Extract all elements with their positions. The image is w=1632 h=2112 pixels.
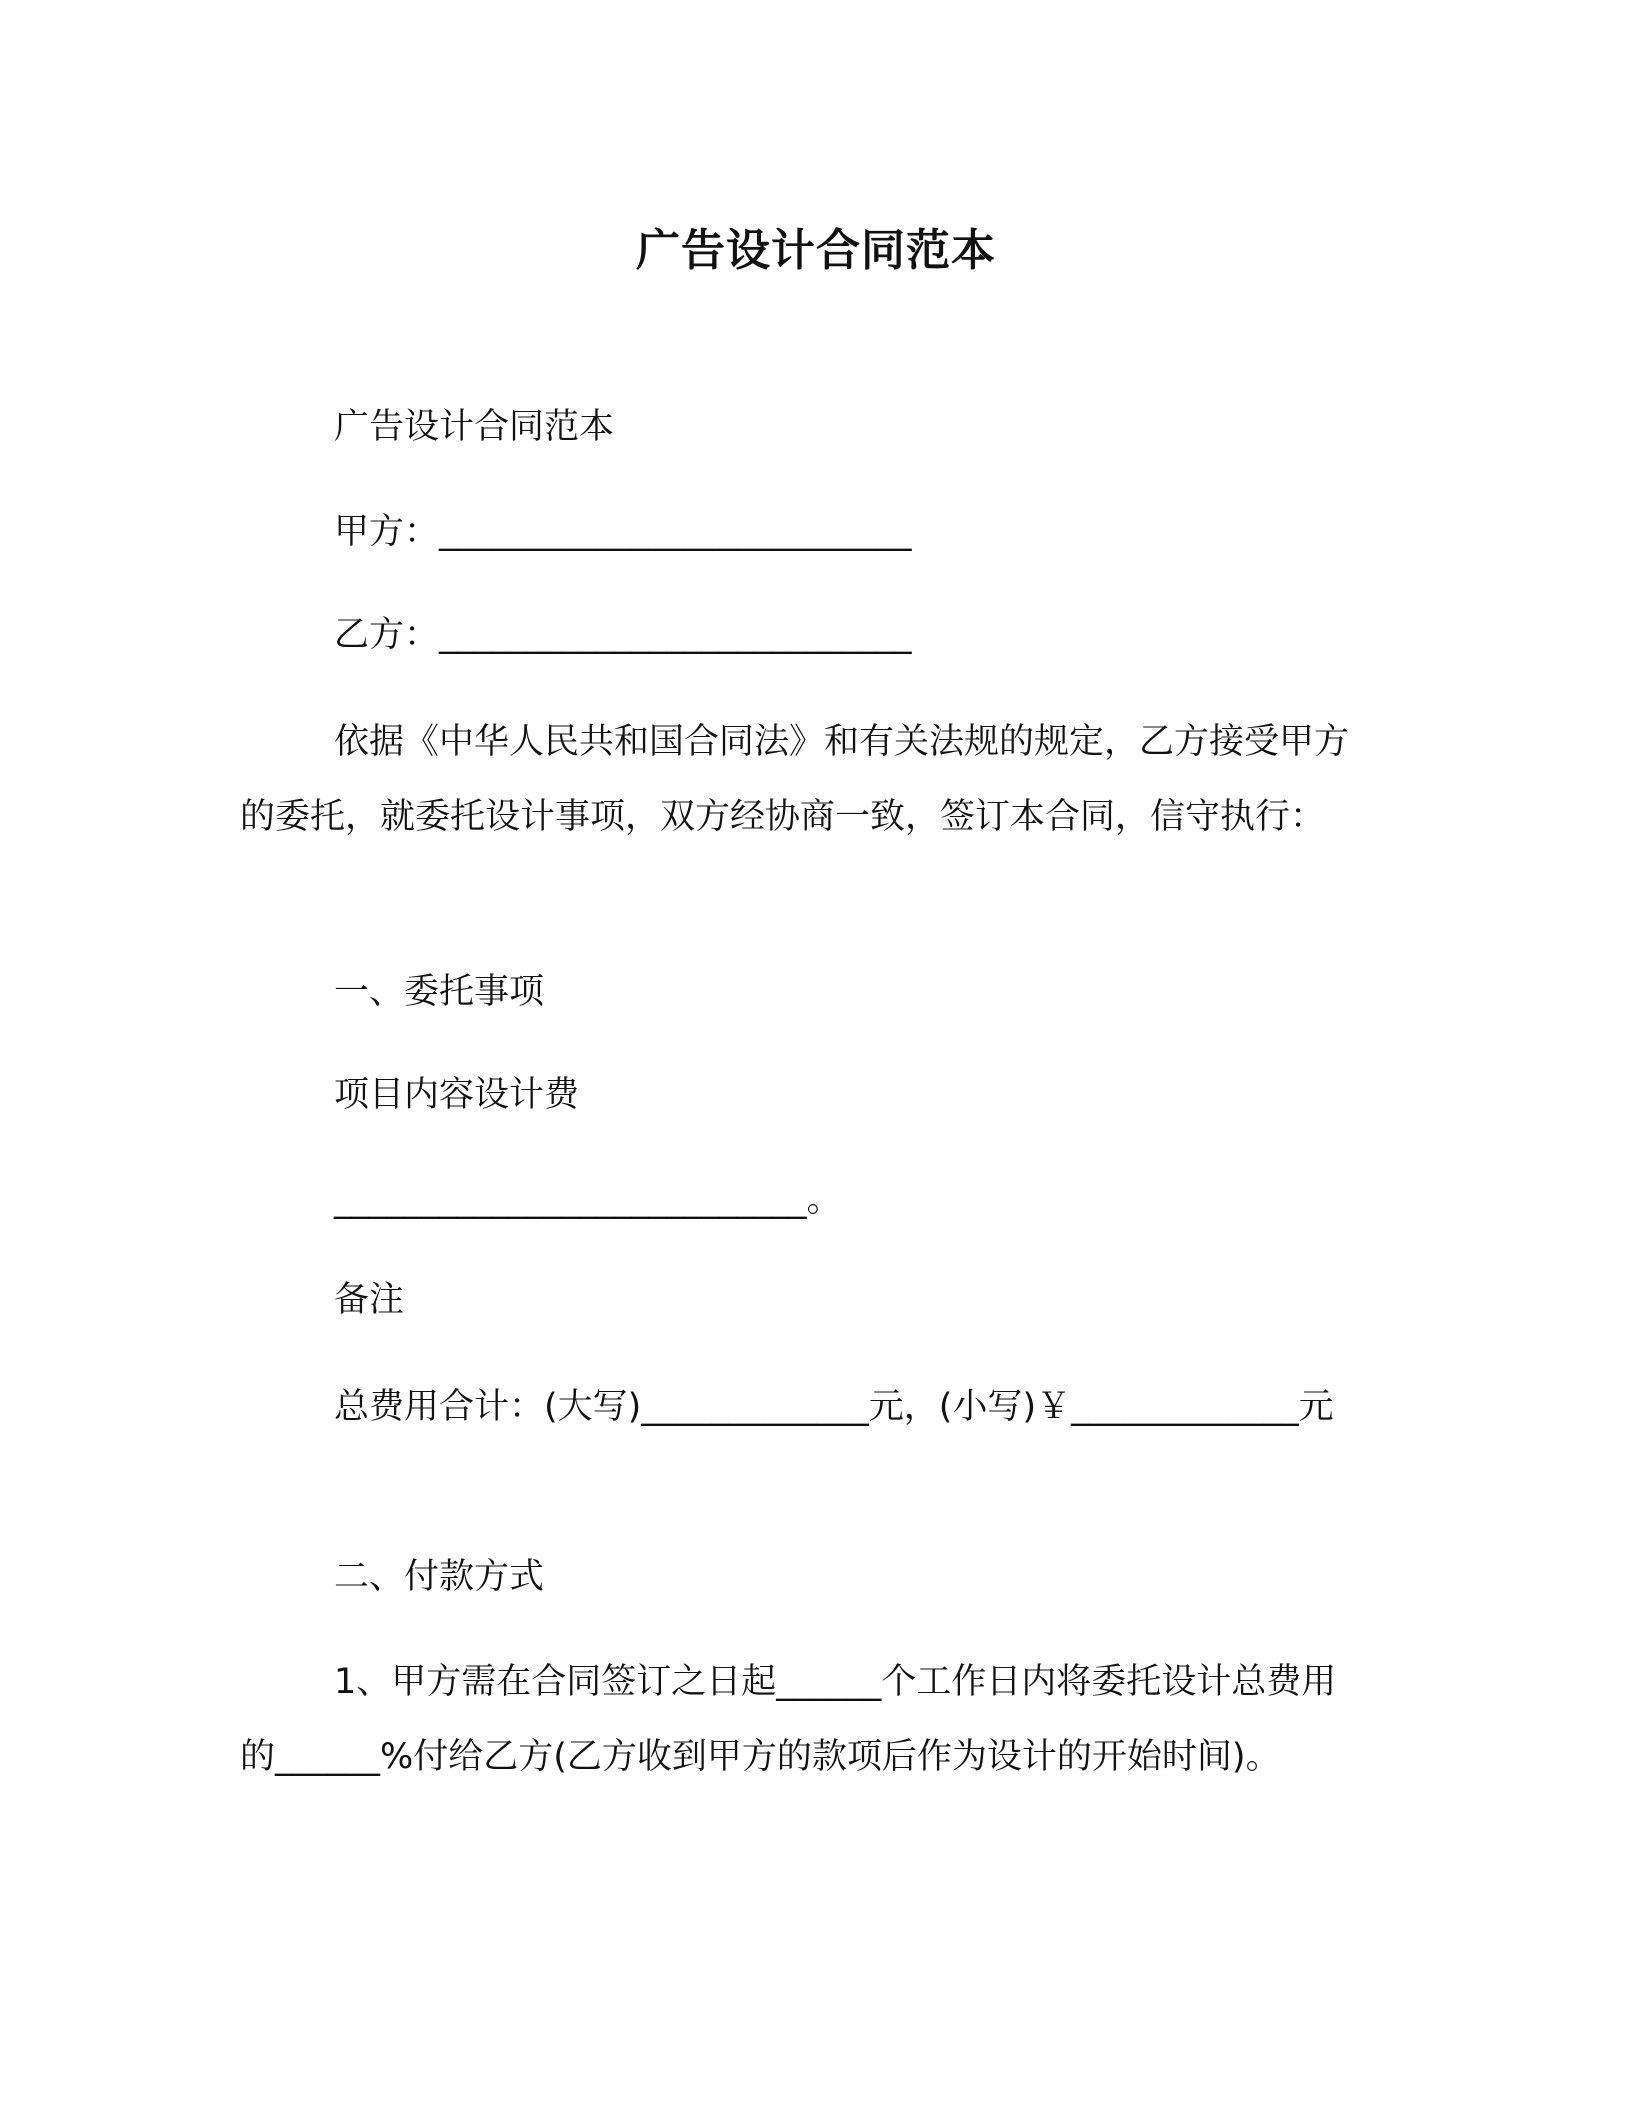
total-fee-paragraph: 总费用合计：(大写)_____________元，(小写)￥_____________元 bbox=[334, 1387, 1334, 1427]
document-subtitle: 广告设计合同范本 bbox=[334, 407, 615, 447]
party-b-line: 乙方：___________________________ bbox=[334, 615, 912, 655]
section-heading-commission: 一、委托事项 bbox=[334, 972, 545, 1012]
preamble-paragraph: 依据《中华人民共和国合同法》和有关法规的规定，乙方接受甲方的委托，就委托设计事项，双方经协商一致，签订本合同，信守执行： bbox=[240, 722, 1350, 837]
blank-fill-line: ___________________________。 bbox=[334, 1180, 842, 1220]
section-heading-payment: 二、付款方式 bbox=[334, 1557, 545, 1597]
project-content-line: 项目内容设计费 bbox=[334, 1075, 580, 1115]
remarks-line: 备注 bbox=[334, 1280, 405, 1320]
document-title: 广告设计合同范本 bbox=[636, 225, 996, 276]
party-a-line: 甲方：___________________________ bbox=[334, 512, 912, 552]
payment-clause-1: 1、甲方需在合同签订之日起______个工作日内将委托设计总费用的______%付给乙方(乙方收到甲方的款项后作为设计的开始时间)。 bbox=[240, 1662, 1337, 1777]
